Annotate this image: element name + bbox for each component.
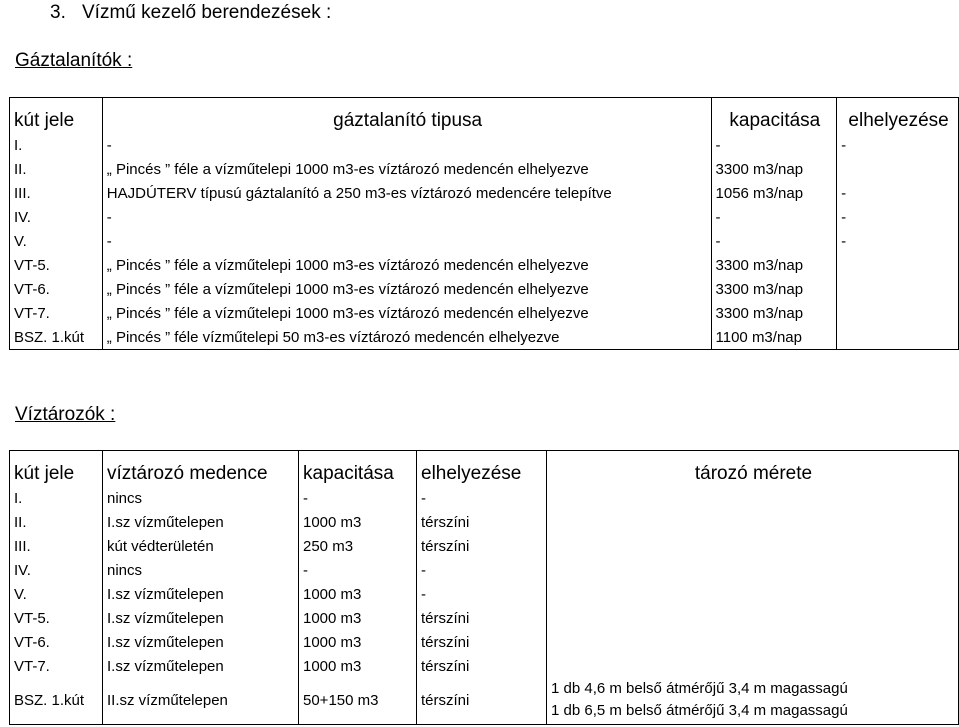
table-cell [837,301,959,325]
table-cell: térszíni [417,510,547,534]
table-cell: „ Pincés ” féle a vízműtelepi 1000 m3-es víztározó medencén elhelyezve [102,157,711,181]
table-cell: - [837,181,959,205]
table-cell: - [417,558,547,582]
table-cell [547,654,959,678]
table-cell: 1056 m3/nap [711,181,837,205]
table-cell: - [299,558,417,582]
table-cell: „ Pincés ” féle a vízműtelepi 1000 m3-es víztározó medencén elhelyezve [102,301,711,325]
table-row [10,205,959,229]
table-cell: - [711,229,837,253]
table-row [10,253,959,277]
table-cell: - [417,582,547,606]
column-header: tározó mérete [547,451,959,487]
table-cell: - [102,205,711,229]
table-row [10,654,959,678]
table-row [10,277,959,301]
table-cell [547,606,959,630]
table-row [10,301,959,325]
table-cell: 1100 m3/nap [711,325,837,350]
table-row [10,133,959,157]
table-cell: - [299,486,417,510]
table-cell: nincs [103,486,299,510]
table-cell: HAJDÚTERV típusú gáztalanító a 250 m3-es víztározó medencére telepítve [102,181,711,205]
table-cell: 3300 m3/nap [711,277,837,301]
table-cell: - [837,205,959,229]
table-cell: VT-7. [10,301,103,325]
table-header-row [10,98,959,134]
table-cell: 3300 m3/nap [711,157,837,181]
table-row [10,325,959,350]
table-cell: 250 m3 [299,534,417,558]
table-cell: térszíni [417,534,547,558]
table-cell [547,486,959,510]
table-row [10,510,959,534]
table-cell: BSZ. 1.kút [10,325,103,350]
table-row [10,606,959,630]
table-cell [547,558,959,582]
table-cell: I.sz vízműtelepen [103,582,299,606]
table-cell [837,277,959,301]
column-header: gáztalanító tipusa [102,98,711,134]
table-row [10,229,959,253]
table-cell: „ Pincés ” féle a vízműtelepi 1000 m3-es víztározó medencén elhelyezve [102,253,711,277]
column-header: kapacitása [299,451,417,487]
table-cell: - [102,133,711,157]
table-cell: - [711,205,837,229]
table-cell: I.sz vízműtelepen [103,606,299,630]
table-cell: VT-6. [10,277,103,301]
table-cell: III. [10,534,103,558]
table-cell: I.sz vízműtelepen [103,510,299,534]
section-number: 3. [50,2,66,23]
table-cell: II. [10,510,103,534]
column-header: elhelyezése [417,451,547,487]
table-row [10,630,959,654]
table-row [10,678,959,724]
table-header-row [10,451,959,487]
table-cell: I. [10,133,103,157]
table-cell: IV. [10,558,103,582]
table-row [10,534,959,558]
table-cell: V. [10,582,103,606]
table-cell: I.sz vízműtelepen [103,630,299,654]
table-cell: VT-5. [10,606,103,630]
table-row [10,582,959,606]
table-cell: 3300 m3/nap [711,253,837,277]
table-cell: - [837,229,959,253]
table-cell: 1000 m3 [299,510,417,534]
table-cell: térszíni [417,678,547,724]
table-cell [547,510,959,534]
table-cell: „ Pincés ” féle vízműtelepi 50 m3-es víztározó medencén elhelyezve [102,325,711,350]
column-header: elhelyezése [837,98,959,134]
table-cell: „ Pincés ” féle a vízműtelepi 1000 m3-es víztározó medencén elhelyezve [102,277,711,301]
table-row [10,157,959,181]
table-cell: V. [10,229,103,253]
table-cell: VT-6. [10,630,103,654]
degassers-table [9,97,959,350]
table-row [10,558,959,582]
table-cell [837,253,959,277]
table-cell: térszíni [417,630,547,654]
column-header: kút jele [10,98,103,134]
table-row [10,486,959,510]
table-row [10,181,959,205]
table-cell: nincs [103,558,299,582]
table-cell: térszíni [417,654,547,678]
table-cell [837,157,959,181]
table-cell [547,630,959,654]
reservoirs-table [9,450,959,725]
table-cell: - [711,133,837,157]
section-heading-text: Vízmű kezelő berendezések : [82,2,332,23]
column-header: víztározó medence [103,451,299,487]
table-cell: kút védterületén [103,534,299,558]
table-cell: 1000 m3 [299,606,417,630]
table-cell: VT-7. [10,654,103,678]
column-header: kapacitása [711,98,837,134]
table-cell: 1000 m3 [299,582,417,606]
table-cell: II.sz vízműtelepen [103,678,299,724]
table-cell: - [417,486,547,510]
table-cell: 1000 m3 [299,654,417,678]
table-cell: I. [10,486,103,510]
table-cell: 3300 m3/nap [711,301,837,325]
table-cell: II. [10,157,103,181]
table-cell: 50+150 m3 [299,678,417,724]
degassers-title: Gáztalanítók : [15,50,133,71]
section-heading [50,2,331,24]
table-cell: III. [10,181,103,205]
table-cell [547,534,959,558]
table-cell [837,325,959,350]
column-header: kút jele [10,451,103,487]
reservoirs-title: Víztározók : [15,404,116,425]
table-cell: VT-5. [10,253,103,277]
table-cell [547,582,959,606]
table-cell: I.sz vízműtelepen [103,654,299,678]
table-cell: BSZ. 1.kút [10,678,103,724]
table-cell: - [837,133,959,157]
table-cell: térszíni [417,606,547,630]
table-cell: IV. [10,205,103,229]
table-cell: 1000 m3 [299,630,417,654]
table-cell: 1 db 4,6 m belső átmérőjű 3,4 m magassagú 1 db 6,5 m belső átmérőjű 3,4 m magassagú [547,678,959,724]
table-cell: - [102,229,711,253]
